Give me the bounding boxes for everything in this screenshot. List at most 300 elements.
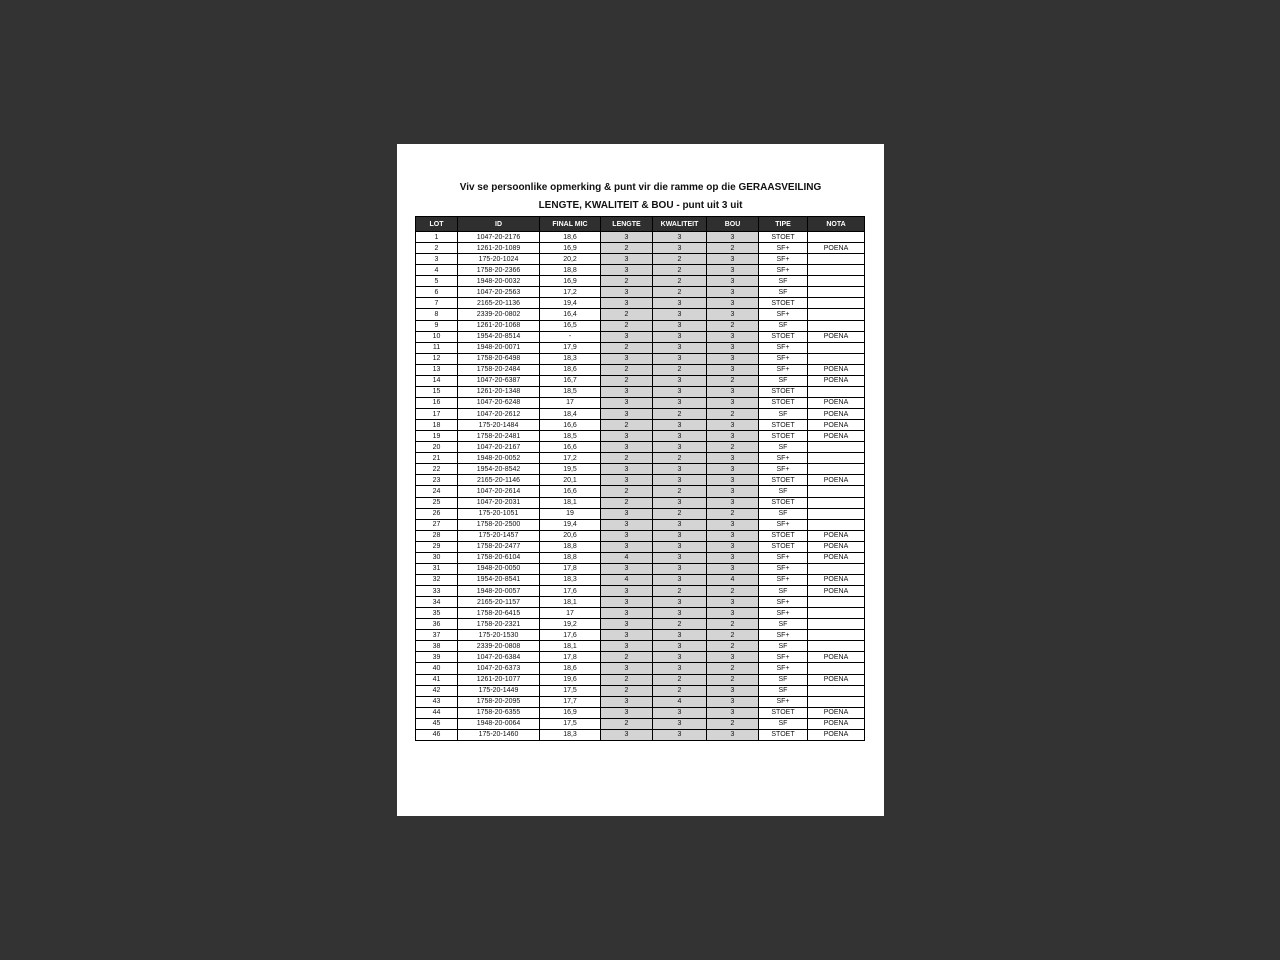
tipe-cell: STOET: [759, 232, 808, 243]
table-row: [416, 696, 865, 707]
final-mic-cell: 16,9: [540, 707, 601, 718]
id-cell: 1047-20-6384: [458, 652, 540, 663]
id-cell: 1261-20-1348: [458, 386, 540, 397]
lot-cell: 5: [416, 276, 458, 287]
lengte-cell: 3: [601, 519, 653, 530]
tipe-cell: SF: [759, 641, 808, 652]
tipe-cell: STOET: [759, 431, 808, 442]
id-cell: 2165-20-1136: [458, 298, 540, 309]
lengte-cell: 2: [601, 243, 653, 254]
nota-cell: [808, 442, 865, 453]
final-mic-cell: 17,8: [540, 563, 601, 574]
lengte-cell: 2: [601, 685, 653, 696]
id-cell: 1758-20-2095: [458, 696, 540, 707]
tipe-cell: SF: [759, 486, 808, 497]
bou-cell: 2: [707, 674, 759, 685]
final-mic-cell: 16,6: [540, 420, 601, 431]
nota-cell: [808, 608, 865, 619]
nota-cell: POENA: [808, 331, 865, 342]
table-row: [416, 364, 865, 375]
lot-cell: 11: [416, 342, 458, 353]
nota-cell: [808, 663, 865, 674]
tipe-cell: STOET: [759, 541, 808, 552]
final-mic-cell: 17,6: [540, 630, 601, 641]
bou-cell: 2: [707, 375, 759, 386]
nota-cell: [808, 641, 865, 652]
table-row: [416, 342, 865, 353]
id-cell: 175-20-1484: [458, 420, 540, 431]
id-cell: 1758-20-2366: [458, 265, 540, 276]
id-cell: 1047-20-6387: [458, 375, 540, 386]
scores-table: [415, 216, 865, 741]
table-body: [416, 232, 865, 741]
lot-cell: 20: [416, 442, 458, 453]
nota-cell: [808, 232, 865, 243]
tipe-cell: SF: [759, 287, 808, 298]
final-mic-cell: 19,5: [540, 464, 601, 475]
lot-cell: 38: [416, 641, 458, 652]
nota-cell: [808, 508, 865, 519]
final-mic-cell: 18,6: [540, 232, 601, 243]
nota-cell: POENA: [808, 707, 865, 718]
table-row: [416, 563, 865, 574]
lot-cell: 7: [416, 298, 458, 309]
id-cell: 1948-20-0071: [458, 342, 540, 353]
table-row: [416, 409, 865, 420]
tipe-cell: STOET: [759, 386, 808, 397]
tipe-cell: SF+: [759, 563, 808, 574]
table-row: [416, 375, 865, 386]
table-row: [416, 386, 865, 397]
id-cell: 2339-20-0808: [458, 641, 540, 652]
tipe-cell: STOET: [759, 397, 808, 408]
final-mic-cell: 20,2: [540, 254, 601, 265]
table-row: [416, 243, 865, 254]
bou-cell: 2: [707, 630, 759, 641]
column-header-nota: NOTA: [808, 217, 865, 232]
final-mic-cell: 17: [540, 397, 601, 408]
nota-cell: POENA: [808, 530, 865, 541]
table-row: [416, 552, 865, 563]
lot-cell: 9: [416, 320, 458, 331]
final-mic-cell: 18,4: [540, 409, 601, 420]
id-cell: 1758-20-2321: [458, 619, 540, 630]
kwaliteit-cell: 3: [653, 353, 707, 364]
bou-cell: 3: [707, 541, 759, 552]
tipe-cell: SF+: [759, 696, 808, 707]
tipe-cell: SF: [759, 508, 808, 519]
kwaliteit-cell: 3: [653, 519, 707, 530]
table-row: [416, 265, 865, 276]
final-mic-cell: 16,6: [540, 486, 601, 497]
column-header-final-mic: FINAL MIC: [540, 217, 601, 232]
bou-cell: 3: [707, 342, 759, 353]
nota-cell: [808, 497, 865, 508]
kwaliteit-cell: 3: [653, 630, 707, 641]
kwaliteit-cell: 3: [653, 320, 707, 331]
bou-cell: 3: [707, 652, 759, 663]
kwaliteit-cell: 3: [653, 530, 707, 541]
kwaliteit-cell: 2: [653, 486, 707, 497]
kwaliteit-cell: 2: [653, 586, 707, 597]
table-row: [416, 641, 865, 652]
id-cell: 1047-20-2167: [458, 442, 540, 453]
kwaliteit-cell: 2: [653, 265, 707, 276]
id-cell: 175-20-1051: [458, 508, 540, 519]
bou-cell: 3: [707, 464, 759, 475]
id-cell: 175-20-1457: [458, 530, 540, 541]
lot-cell: 10: [416, 331, 458, 342]
lot-cell: 15: [416, 386, 458, 397]
nota-cell: [808, 519, 865, 530]
table-row: [416, 397, 865, 408]
final-mic-cell: 18,5: [540, 431, 601, 442]
table-row: [416, 431, 865, 442]
lot-cell: 26: [416, 508, 458, 519]
id-cell: 2165-20-1146: [458, 475, 540, 486]
id-cell: 1954-20-8541: [458, 574, 540, 585]
final-mic-cell: 18,1: [540, 597, 601, 608]
nota-cell: [808, 685, 865, 696]
id-cell: 1047-20-2031: [458, 497, 540, 508]
kwaliteit-cell: 3: [653, 442, 707, 453]
lot-cell: 6: [416, 287, 458, 298]
tipe-cell: SF: [759, 674, 808, 685]
lengte-cell: 3: [601, 586, 653, 597]
id-cell: 1758-20-2481: [458, 431, 540, 442]
lot-cell: 4: [416, 265, 458, 276]
final-mic-cell: 17,2: [540, 453, 601, 464]
column-header-tipe: TIPE: [759, 217, 808, 232]
lot-cell: 25: [416, 497, 458, 508]
lengte-cell: 3: [601, 397, 653, 408]
tipe-cell: STOET: [759, 497, 808, 508]
final-mic-cell: 16,5: [540, 320, 601, 331]
id-cell: 1948-20-0057: [458, 586, 540, 597]
kwaliteit-cell: 3: [653, 243, 707, 254]
tipe-cell: STOET: [759, 530, 808, 541]
lot-cell: 18: [416, 420, 458, 431]
nota-cell: POENA: [808, 397, 865, 408]
lengte-cell: 2: [601, 420, 653, 431]
final-mic-cell: 18,6: [540, 663, 601, 674]
bou-cell: 3: [707, 563, 759, 574]
table-row: [416, 353, 865, 364]
kwaliteit-cell: 2: [653, 364, 707, 375]
bou-cell: 3: [707, 254, 759, 265]
final-mic-cell: 19,4: [540, 298, 601, 309]
tipe-cell: SF+: [759, 597, 808, 608]
lengte-cell: 3: [601, 386, 653, 397]
bou-cell: 2: [707, 243, 759, 254]
bou-cell: 2: [707, 586, 759, 597]
nota-cell: POENA: [808, 674, 865, 685]
kwaliteit-cell: 3: [653, 342, 707, 353]
kwaliteit-cell: 3: [653, 718, 707, 729]
column-header-lengte: LENGTE: [601, 217, 653, 232]
bou-cell: 3: [707, 685, 759, 696]
bou-cell: 2: [707, 718, 759, 729]
bou-cell: 2: [707, 619, 759, 630]
nota-cell: POENA: [808, 375, 865, 386]
final-mic-cell: 17,8: [540, 652, 601, 663]
tipe-cell: SF+: [759, 254, 808, 265]
lot-cell: 45: [416, 718, 458, 729]
bou-cell: 3: [707, 729, 759, 740]
lengte-cell: 3: [601, 508, 653, 519]
lengte-cell: 3: [601, 663, 653, 674]
kwaliteit-cell: 3: [653, 431, 707, 442]
tipe-cell: SF+: [759, 453, 808, 464]
final-mic-cell: -: [540, 331, 601, 342]
table-header-row: [416, 217, 865, 232]
bou-cell: 2: [707, 442, 759, 453]
lengte-cell: 3: [601, 475, 653, 486]
table-row: [416, 630, 865, 641]
table-row: [416, 453, 865, 464]
lot-cell: 36: [416, 619, 458, 630]
table-row: [416, 729, 865, 740]
tipe-cell: SF: [759, 276, 808, 287]
id-cell: 1758-20-6104: [458, 552, 540, 563]
id-cell: 1261-20-1077: [458, 674, 540, 685]
kwaliteit-cell: 3: [653, 397, 707, 408]
lot-cell: 34: [416, 597, 458, 608]
lot-cell: 27: [416, 519, 458, 530]
final-mic-cell: 20,1: [540, 475, 601, 486]
id-cell: 2165-20-1157: [458, 597, 540, 608]
table-row: [416, 276, 865, 287]
lengte-cell: 3: [601, 630, 653, 641]
kwaliteit-cell: 3: [653, 574, 707, 585]
kwaliteit-cell: 3: [653, 309, 707, 320]
kwaliteit-cell: 3: [653, 331, 707, 342]
final-mic-cell: 17: [540, 608, 601, 619]
lot-cell: 33: [416, 586, 458, 597]
nota-cell: [808, 386, 865, 397]
kwaliteit-cell: 2: [653, 254, 707, 265]
kwaliteit-cell: 3: [653, 475, 707, 486]
lengte-cell: 3: [601, 254, 653, 265]
tipe-cell: SF+: [759, 574, 808, 585]
final-mic-cell: 18,1: [540, 497, 601, 508]
nota-cell: POENA: [808, 475, 865, 486]
id-cell: 1758-20-6498: [458, 353, 540, 364]
kwaliteit-cell: 4: [653, 696, 707, 707]
kwaliteit-cell: 3: [653, 597, 707, 608]
bou-cell: 4: [707, 574, 759, 585]
nota-cell: [808, 696, 865, 707]
kwaliteit-cell: 3: [653, 497, 707, 508]
lengte-cell: 2: [601, 674, 653, 685]
lot-cell: 40: [416, 663, 458, 674]
lengte-cell: 2: [601, 342, 653, 353]
tipe-cell: SF+: [759, 464, 808, 475]
bou-cell: 3: [707, 331, 759, 342]
id-cell: 1948-20-0032: [458, 276, 540, 287]
lengte-cell: 3: [601, 530, 653, 541]
id-cell: 1047-20-6248: [458, 397, 540, 408]
id-cell: 175-20-1460: [458, 729, 540, 740]
table-row: [416, 707, 865, 718]
nota-cell: [808, 630, 865, 641]
nota-cell: [808, 265, 865, 276]
bou-cell: 3: [707, 232, 759, 243]
final-mic-cell: 18,8: [540, 552, 601, 563]
tipe-cell: STOET: [759, 298, 808, 309]
table-row: [416, 287, 865, 298]
final-mic-cell: 18,5: [540, 386, 601, 397]
tipe-cell: SF+: [759, 353, 808, 364]
final-mic-cell: 18,6: [540, 364, 601, 375]
bou-cell: 3: [707, 431, 759, 442]
lot-cell: 31: [416, 563, 458, 574]
nota-cell: [808, 453, 865, 464]
final-mic-cell: 18,8: [540, 541, 601, 552]
tipe-cell: SF+: [759, 663, 808, 674]
document-title: Viv se persoonlike opmerking & punt vir die ramme op die GERAASVEILING: [459, 182, 822, 193]
tipe-cell: SF: [759, 619, 808, 630]
nota-cell: [808, 353, 865, 364]
id-cell: 1758-20-2484: [458, 364, 540, 375]
lengte-cell: 4: [601, 574, 653, 585]
bou-cell: 3: [707, 707, 759, 718]
final-mic-cell: 18,1: [540, 641, 601, 652]
lot-cell: 13: [416, 364, 458, 375]
nota-cell: [808, 464, 865, 475]
final-mic-cell: 17,7: [540, 696, 601, 707]
id-cell: 1758-20-6355: [458, 707, 540, 718]
nota-cell: [808, 486, 865, 497]
lengte-cell: 3: [601, 541, 653, 552]
tipe-cell: STOET: [759, 707, 808, 718]
lot-cell: 29: [416, 541, 458, 552]
nota-cell: [808, 254, 865, 265]
table-row: [416, 597, 865, 608]
bou-cell: 3: [707, 497, 759, 508]
table-row: [416, 508, 865, 519]
bou-cell: 2: [707, 641, 759, 652]
final-mic-cell: 19,4: [540, 519, 601, 530]
lot-cell: 32: [416, 574, 458, 585]
nota-cell: POENA: [808, 552, 865, 563]
tipe-cell: SF+: [759, 342, 808, 353]
bou-cell: 2: [707, 663, 759, 674]
lengte-cell: 3: [601, 409, 653, 420]
tipe-cell: STOET: [759, 729, 808, 740]
final-mic-cell: 16,6: [540, 442, 601, 453]
id-cell: 2339-20-0802: [458, 309, 540, 320]
lengte-cell: 3: [601, 619, 653, 630]
nota-cell: POENA: [808, 364, 865, 375]
lengte-cell: 2: [601, 364, 653, 375]
lengte-cell: 4: [601, 552, 653, 563]
nota-cell: POENA: [808, 718, 865, 729]
bou-cell: 2: [707, 320, 759, 331]
tipe-cell: SF: [759, 375, 808, 386]
document-subtitle: LENGTE, KWALITEIT & BOU - punt uit 3 uit: [538, 200, 743, 211]
lot-cell: 3: [416, 254, 458, 265]
tipe-cell: SF+: [759, 309, 808, 320]
id-cell: 1954-20-8542: [458, 464, 540, 475]
final-mic-cell: 18,8: [540, 265, 601, 276]
tipe-cell: SF+: [759, 265, 808, 276]
lengte-cell: 2: [601, 453, 653, 464]
table-row: [416, 320, 865, 331]
table-row: [416, 497, 865, 508]
table-row: [416, 718, 865, 729]
id-cell: 1948-20-0050: [458, 563, 540, 574]
tipe-cell: SF+: [759, 519, 808, 530]
id-cell: 1047-20-6373: [458, 663, 540, 674]
tipe-cell: SF+: [759, 243, 808, 254]
kwaliteit-cell: 3: [653, 232, 707, 243]
final-mic-cell: 18,3: [540, 729, 601, 740]
kwaliteit-cell: 3: [653, 552, 707, 563]
table-row: [416, 519, 865, 530]
final-mic-cell: 18,3: [540, 353, 601, 364]
lengte-cell: 3: [601, 729, 653, 740]
table-row: [416, 232, 865, 243]
final-mic-cell: 19,2: [540, 619, 601, 630]
column-header-lot: LOT: [416, 217, 458, 232]
kwaliteit-cell: 3: [653, 641, 707, 652]
nota-cell: POENA: [808, 243, 865, 254]
nota-cell: POENA: [808, 574, 865, 585]
table-row: [416, 663, 865, 674]
id-cell: 1948-20-0064: [458, 718, 540, 729]
bou-cell: 3: [707, 475, 759, 486]
table-row: [416, 254, 865, 265]
bou-cell: 3: [707, 696, 759, 707]
nota-cell: [808, 320, 865, 331]
final-mic-cell: 16,9: [540, 243, 601, 254]
table-row: [416, 608, 865, 619]
kwaliteit-cell: 3: [653, 375, 707, 386]
lengte-cell: 3: [601, 298, 653, 309]
nota-cell: POENA: [808, 409, 865, 420]
bou-cell: 3: [707, 530, 759, 541]
lot-cell: 30: [416, 552, 458, 563]
id-cell: 175-20-1449: [458, 685, 540, 696]
lot-cell: 42: [416, 685, 458, 696]
nota-cell: [808, 298, 865, 309]
id-cell: 1758-20-6415: [458, 608, 540, 619]
id-cell: 175-20-1024: [458, 254, 540, 265]
id-cell: 1047-20-2176: [458, 232, 540, 243]
id-cell: 1954-20-8514: [458, 331, 540, 342]
lengte-cell: 2: [601, 652, 653, 663]
lengte-cell: 3: [601, 597, 653, 608]
kwaliteit-cell: 2: [653, 409, 707, 420]
lengte-cell: 2: [601, 309, 653, 320]
kwaliteit-cell: 2: [653, 508, 707, 519]
nota-cell: POENA: [808, 541, 865, 552]
tipe-cell: SF+: [759, 630, 808, 641]
bou-cell: 3: [707, 276, 759, 287]
column-header-bou: BOU: [707, 217, 759, 232]
table-row: [416, 331, 865, 342]
nota-cell: [808, 276, 865, 287]
lot-cell: 19: [416, 431, 458, 442]
final-mic-cell: 19,6: [540, 674, 601, 685]
id-cell: 1948-20-0052: [458, 453, 540, 464]
kwaliteit-cell: 3: [653, 464, 707, 475]
kwaliteit-cell: 3: [653, 541, 707, 552]
lengte-cell: 3: [601, 464, 653, 475]
nota-cell: [808, 597, 865, 608]
lot-cell: 23: [416, 475, 458, 486]
